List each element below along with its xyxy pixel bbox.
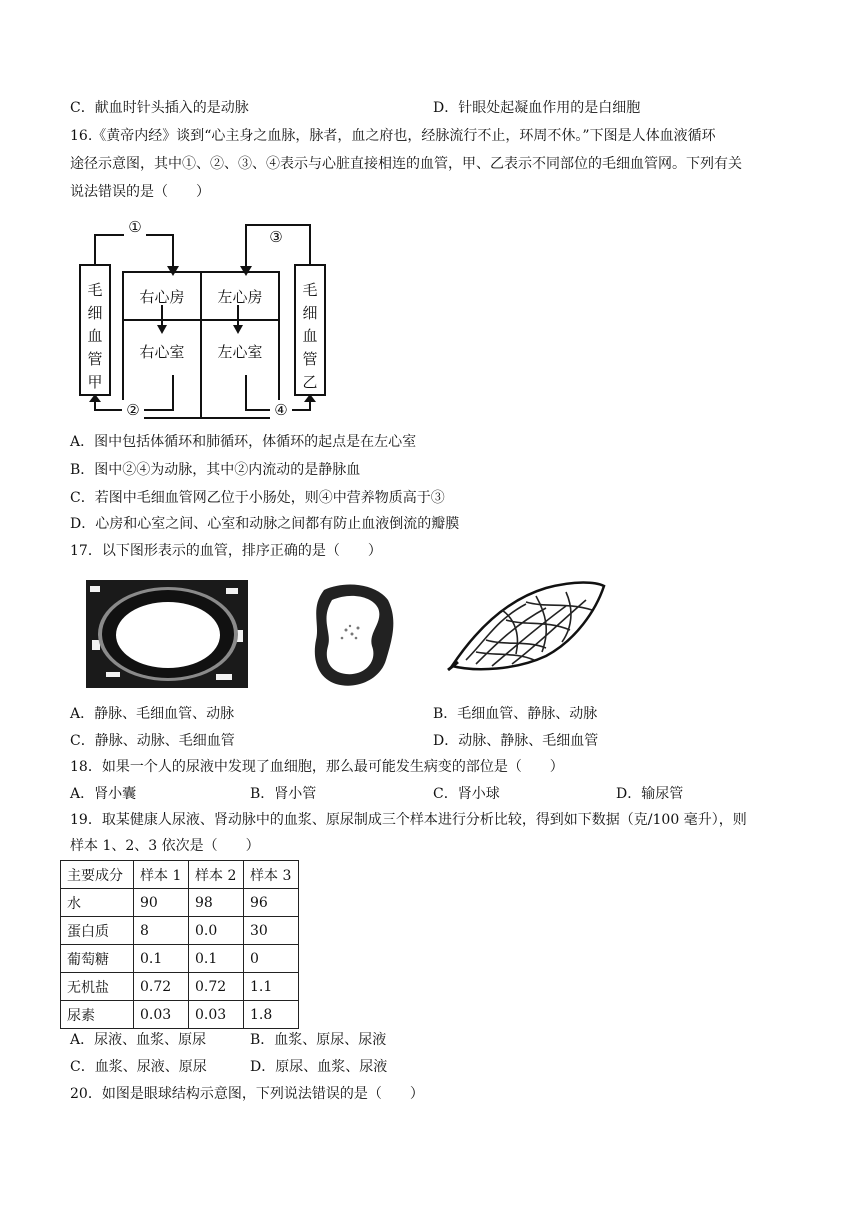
q19-stem-line-2: 样本 1、2、3 依次是（ ） (70, 838, 260, 854)
table-row (61, 973, 299, 1001)
table-cell: 水 (61, 889, 134, 917)
table-cell: 葡萄糖 (61, 945, 134, 973)
table-row (61, 1001, 299, 1029)
table-row (61, 945, 299, 973)
q16-option-d: D．心房和心室之间、心室和动脉之间都有防止血液倒流的瓣膜 (70, 516, 460, 532)
table-cell: 无机盐 (61, 973, 134, 1001)
table-cell: 0.72 (134, 973, 189, 1001)
left-atrium-label: 左心房 (217, 288, 263, 306)
right-atrium-label: 右心房 (139, 288, 185, 306)
capillary-b-char-3: 血 (302, 327, 318, 345)
q17-stem: 17．以下图形表示的血管，排序正确的是（ ） (70, 543, 382, 559)
table-cell: 98 (189, 889, 244, 917)
q18-option-a: A．肾小囊 (70, 786, 137, 802)
table-cell: 0.03 (189, 1001, 244, 1029)
q17-option-d: D．动脉、静脉、毛细血管 (433, 733, 599, 749)
table-cell: 0.1 (189, 945, 244, 973)
table-cell: 96 (244, 889, 299, 917)
vessel-image-irregular (306, 580, 398, 692)
q17-option-a: A．静脉、毛细血管、动脉 (70, 706, 235, 722)
capillary-b-char-4: 管 (302, 350, 318, 368)
capillary-a-char-2: 细 (87, 304, 103, 322)
table-cell: 0.72 (189, 973, 244, 1001)
q19-data-table (60, 860, 299, 1029)
arrow-right-atrium-to-ventricle (157, 325, 167, 334)
vessel-1-label: ① (128, 218, 142, 236)
q19-option-c: C．血浆、尿液、原尿 (70, 1059, 207, 1075)
table-cell: 1.8 (244, 1001, 299, 1029)
q16-option-a: A．图中包括体循环和肺循环，体循环的起点是在左心室 (70, 434, 417, 450)
q18-stem: 18．如果一个人的尿液中发现了血细胞，那么最可能发生病变的部位是（ ） (70, 759, 564, 775)
left-ventricle-label: 左心室 (217, 343, 263, 361)
blood-circulation-diagram (60, 210, 350, 420)
right-ventricle-label: 右心室 (139, 343, 185, 361)
table-cell: 30 (244, 917, 299, 945)
capillary-a-char-3: 血 (87, 327, 103, 345)
table-header-cell: 主要成分 (61, 861, 134, 889)
table-cell: 蛋白质 (61, 917, 134, 945)
q16-stem-line-3: 说法错误的是（ ） (70, 184, 210, 200)
vessel-2-label: ② (126, 401, 140, 419)
capillary-a-char-4: 管 (87, 350, 103, 368)
q19-stem-line-1: 19．取某健康人尿液、肾动脉中的血浆、原尿制成三个样本进行分析比较，得到如下数据（克/100 毫升），则 (70, 812, 747, 828)
table-cell: 90 (134, 889, 189, 917)
table-cell: 尿素 (61, 1001, 134, 1029)
q16-option-b: B．图中②④为动脉，其中②内流动的是静脉血 (70, 462, 361, 478)
q18-option-d: D．输尿管 (616, 786, 684, 802)
table-header-cell: 样本 2 (189, 861, 244, 889)
q18-option-b: B．肾小管 (250, 786, 317, 802)
capillary-a-char-5: 甲 (87, 373, 103, 391)
capillary-b-char-5: 乙 (302, 373, 318, 391)
capillary-b-char-1: 毛 (302, 281, 318, 299)
q19-option-a: A．尿液、血浆、原尿 (70, 1032, 207, 1048)
q19-option-b: B．血浆、原尿、尿液 (250, 1032, 387, 1048)
table-cell: 0.03 (134, 1001, 189, 1029)
q15-option-d: D．针眼处起凝血作用的是白细胞 (433, 100, 641, 116)
table-cell: 0.0 (189, 917, 244, 945)
q16-stem-line-2: 途径示意图，其中①、②、③、④表示与心脏直接相连的血管，甲、乙表示不同部位的毛细血管网。下列有关 (70, 156, 742, 172)
q17-option-b: B．毛细血管、静脉、动脉 (433, 706, 598, 722)
vessel-1-line (95, 235, 173, 266)
q16-stem-line-1: 16.《黄帝内经》谈到“心主身之血脉，脉者，血之府也，经脉流行不止，环周不休。”下图是人体血液循环 (70, 128, 716, 144)
vessel-image-thick-wall (86, 580, 248, 688)
vessel-3-label: ③ (269, 228, 283, 246)
table-row (61, 917, 299, 945)
table-header-cell: 样本 1 (134, 861, 189, 889)
table-header-row (61, 861, 299, 889)
capillary-a-char-1: 毛 (87, 281, 103, 299)
vessel-4-label: ④ (274, 401, 288, 419)
q19-option-d: D．原尿、血浆、尿液 (250, 1059, 388, 1075)
table-cell: 0.1 (134, 945, 189, 973)
q17-option-c: C．静脉、动脉、毛细血管 (70, 733, 235, 749)
q20-stem: 20．如图是眼球结构示意图，下列说法错误的是（ ） (70, 1086, 424, 1102)
table-cell: 1.1 (244, 973, 299, 1001)
arrow-left-atrium-to-ventricle (233, 325, 243, 334)
q16-option-c: C．若图中毛细血管网乙位于小肠处，则④中营养物质高于③ (70, 490, 445, 506)
table-header-cell: 样本 3 (244, 861, 299, 889)
table-cell: 0 (244, 945, 299, 973)
q15-option-c: C．献血时针头插入的是动脉 (70, 100, 249, 116)
table-cell: 8 (134, 917, 189, 945)
capillary-b-char-2: 细 (302, 304, 318, 322)
vessel-image-network (446, 580, 608, 672)
q18-option-c: C．肾小球 (433, 786, 500, 802)
table-row (61, 889, 299, 917)
